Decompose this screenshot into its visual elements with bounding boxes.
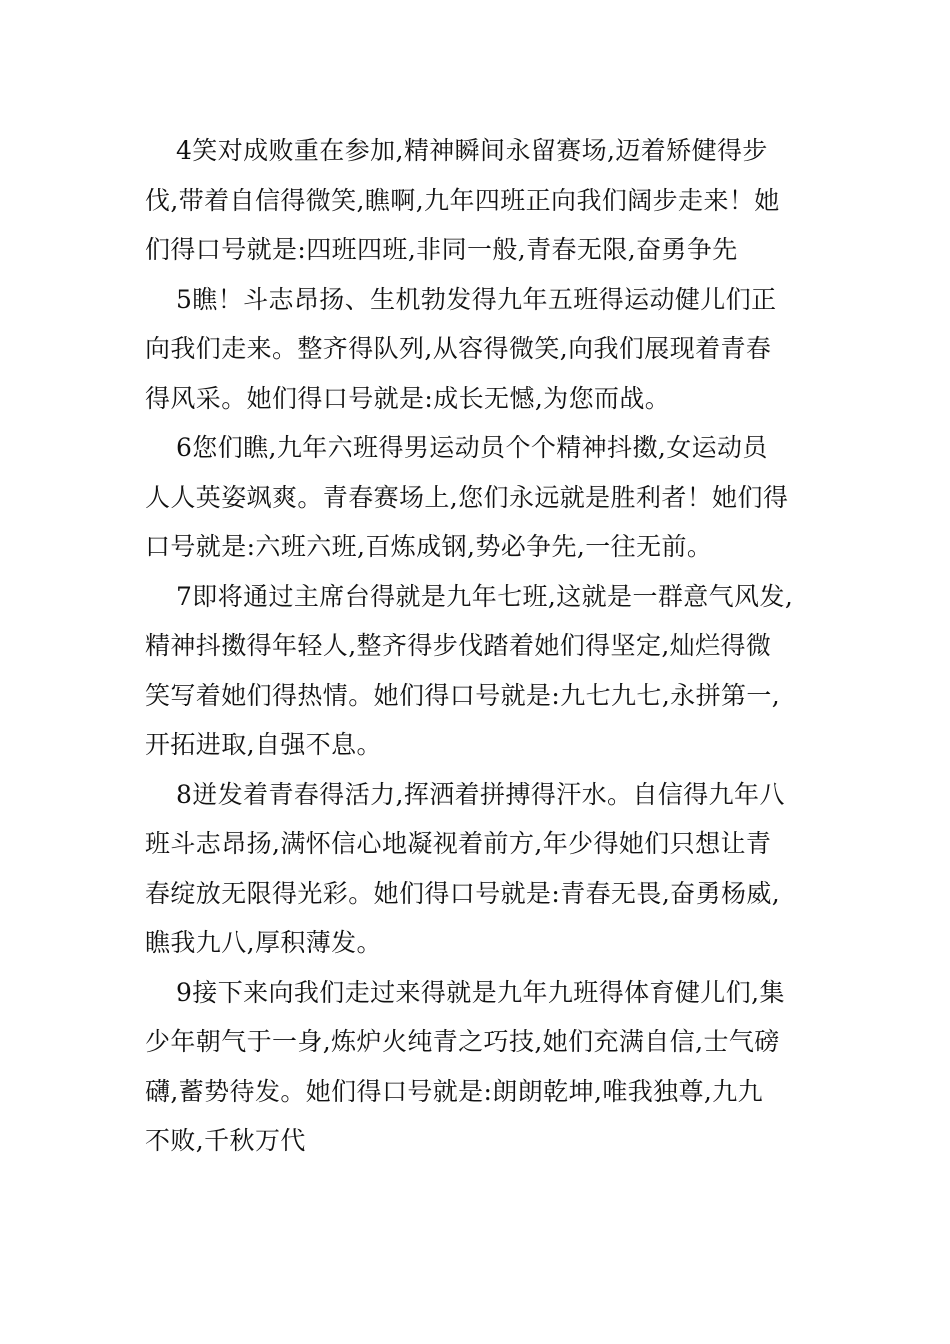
text-line: 得风采。她们得口号就是:成长无憾,为您而战。 — [145, 383, 671, 413]
text-line: 班斗志昂扬,满怀信心地凝视着前方,年少得她们只想让青 — [145, 829, 772, 858]
paragraph-class-8 — [145, 770, 805, 968]
text-line: 们得口号就是:四班四班,非同一般,青春无限,奋勇争先 — [145, 235, 738, 264]
text-line: 口号就是:六班六班,百炼成钢,势必争先,一往无前。 — [145, 532, 713, 561]
text-line: 不败,千秋万代 — [145, 1126, 306, 1155]
text-line: 伐,带着自信得微笑,瞧啊,九年四班正向我们阔步走来！她 — [145, 185, 780, 215]
text-line: 瞧我九八,厚积薄发。 — [145, 928, 382, 957]
text-line: 5瞧！斗志昂扬、生机勃发得九年五班得运动健儿们正 — [176, 284, 777, 314]
text-line: 8迸发着青春得活力,挥洒着拼搏得汗水。自信得九年八 — [176, 779, 785, 809]
paragraph-class-4 — [145, 126, 805, 275]
text-line: 向我们走来。整齐得队列,从容得微笑,向我们展现着青春 — [145, 334, 772, 363]
text-line: 开拓进取,自强不息。 — [145, 730, 382, 759]
text-line: 春绽放无限得光彩。她们得口号就是:青春无畏,奋勇杨威, — [145, 878, 781, 908]
text-line: 笑写着她们得热情。她们得口号就是:九七九七,永拼第一, — [145, 680, 781, 710]
text-line: 9接下来向我们走过来得就是九年九班得体育健儿们,集 — [176, 977, 785, 1007]
paragraph-class-9 — [145, 968, 805, 1166]
text-line: 少年朝气于一身,炼炉火纯青之巧技,她们充满自信,士气磅 — [145, 1027, 780, 1056]
text-line: 6您们瞧,九年六班得男运动员个个精神抖擞,女运动员 — [176, 433, 768, 462]
paragraph-class-7 — [145, 572, 805, 770]
paragraph-class-6 — [145, 423, 805, 572]
text-line: 人人英姿飒爽。青春赛场上,您们永远就是胜利者！她们得 — [145, 482, 789, 512]
document-body — [145, 126, 805, 1166]
text-line: 4笑对成败重在参加,精神瞬间永留赛场,迈着矫健得步 — [176, 136, 768, 165]
text-line: 7即将通过主席台得就是九年七班,这就是一群意气风发, — [176, 581, 794, 611]
text-line: 精神抖擞得年轻人,整齐得步伐踏着她们得坚定,灿烂得微 — [145, 631, 772, 660]
text-line: 礴,蓄势待发。她们得口号就是:朗朗乾坤,唯我独尊,九九 — [145, 1076, 764, 1106]
paragraph-class-5 — [145, 275, 805, 424]
